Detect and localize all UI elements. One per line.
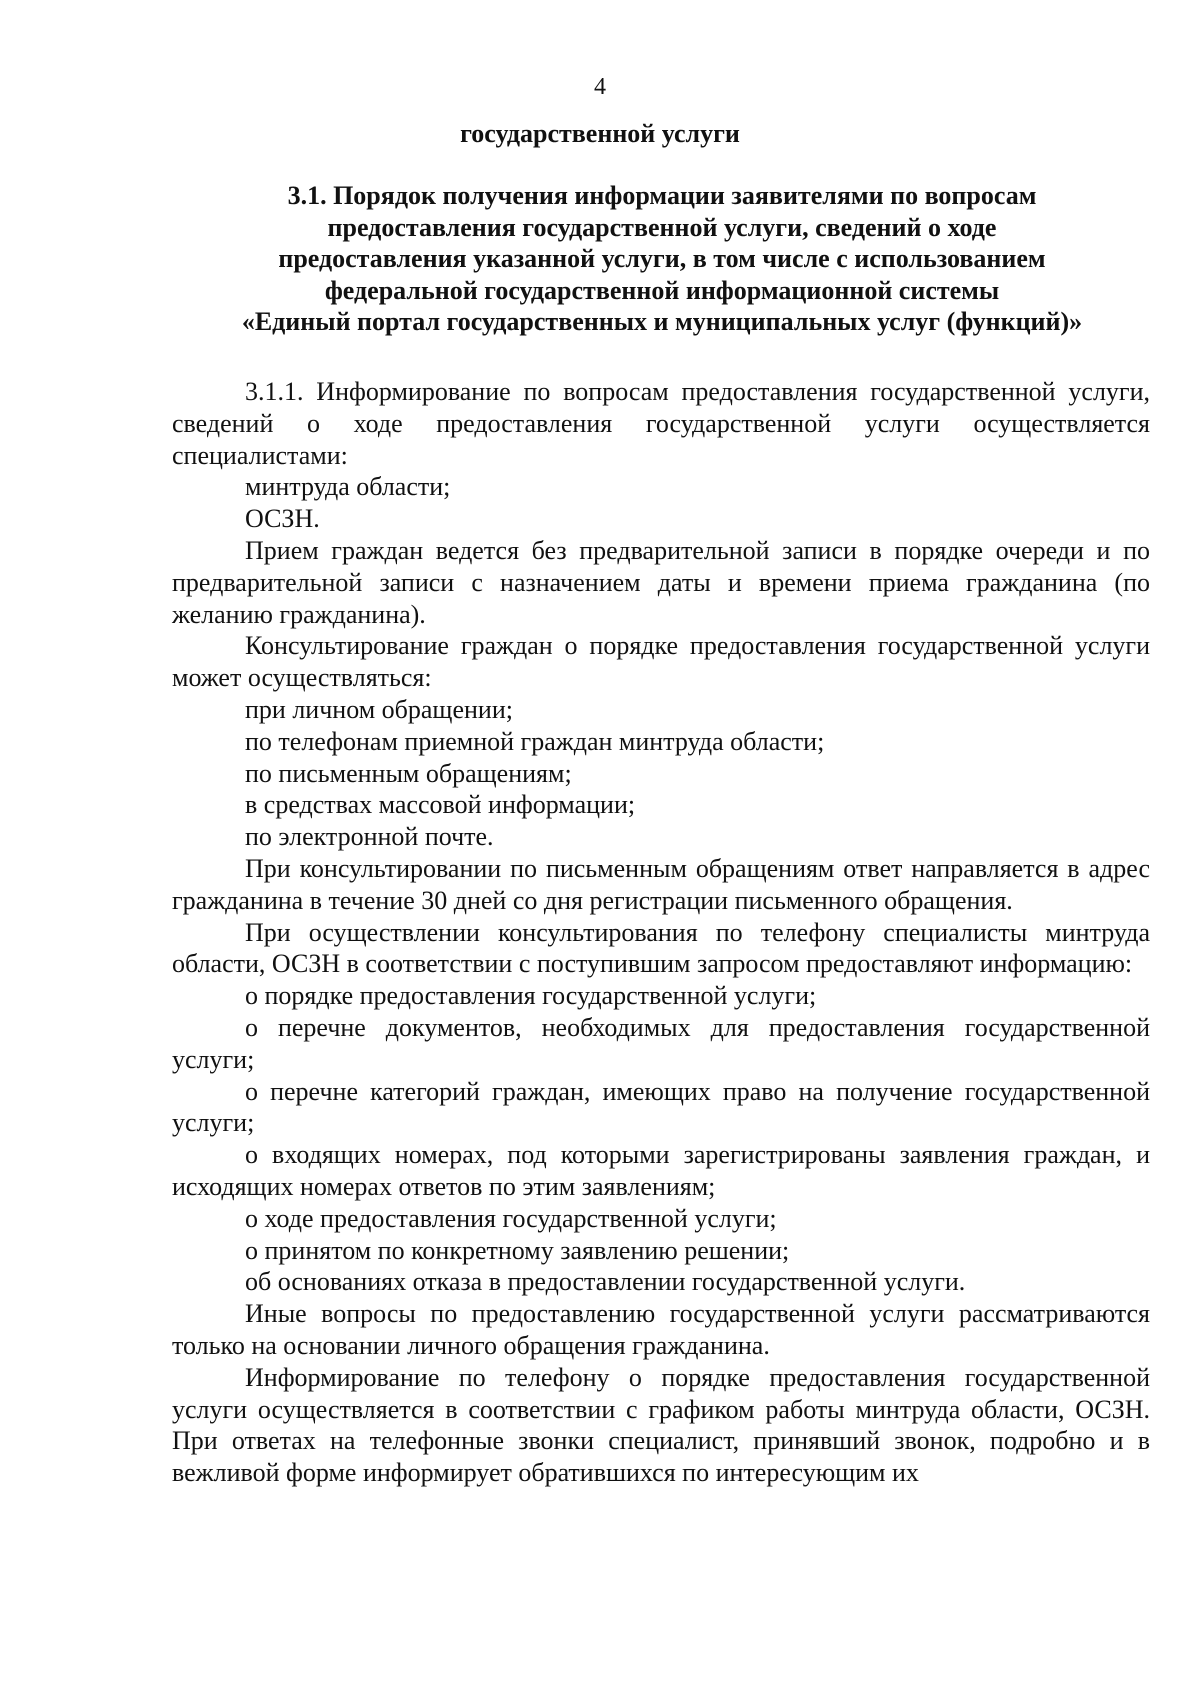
list-item: о порядке предоставления государственной услуги; — [245, 981, 817, 1011]
list-item: о перечне категорий граждан, имеющих право на получение государственной услуги; — [172, 1076, 1150, 1138]
section-heading-line: предоставления государственной услуги, сведений о ходе — [327, 212, 997, 242]
page-number: 4 — [594, 74, 606, 100]
list-item: об основаниях отказа в предоставлении государственной услуги. — [245, 1267, 966, 1297]
list-item: о входящих номерах, под которыми зарегистрированы заявления граждан, и исходящих номерах ответов по этим заявлениям; — [172, 1140, 1150, 1201]
list-item: ОСЗН. — [245, 504, 320, 534]
list-item: по письменным обращениям; — [245, 758, 572, 788]
paragraph: Информирование по телефону о порядке предоставления государственной услуги осуществляется в соответствии с графиком работы минтруда области, ОСЗН. При ответах на телефонные звонки специалист, принявший звонок, подробно и в вежливой форме информирует обратившихся по интересующим их — [172, 1362, 1150, 1488]
section-heading — [172, 180, 1152, 338]
paragraph: При осуществлении консультирования по телефону специалисты минтруда области, ОСЗН в соответствии с поступившим запросом предоставляют информацию: — [172, 917, 1150, 979]
list-item: о ходе предоставления государственной услуги; — [245, 1203, 777, 1233]
section-heading-line: федеральной государственной информационной системы — [324, 275, 1000, 305]
paragraph: При консультировании по письменным обращениям ответ направляется в адрес гражданина в течение 30 дней со дня регистрации письменного обращения. — [172, 853, 1150, 915]
body-text — [172, 376, 1150, 1489]
list-item: по телефонам приемной граждан минтруда области; — [245, 726, 825, 756]
list-item: по электронной почте. — [245, 822, 494, 852]
paragraph: Консультирование граждан о порядке предоставления государственной услуги может осуществляться: — [172, 631, 1150, 693]
paragraph: Иные вопросы по предоставлению государственной услуги рассматриваются только на основании личного обращения гражданина. — [172, 1299, 1150, 1360]
list-item: при личном обращении; — [245, 694, 513, 724]
paragraph: 3.1.1. Информирование по вопросам предоставления государственной услуги, сведений о ходе предоставления государственной услуги осуществляется специалистами: — [172, 377, 1150, 470]
paragraph: Прием граждан ведется без предварительной записи в порядке очереди и по предварительной записи с назначением даты и времени приема гражданина (по желанию гражданина). — [172, 535, 1150, 629]
list-item: о принятом по конкретному заявлению решении; — [245, 1235, 790, 1265]
section-heading-line: «Единый портал государственных и муниципальных услуг (функций)» — [241, 307, 1083, 336]
section-heading-line: предоставления указанной услуги, в том числе с использованием — [278, 244, 1046, 273]
title-continuation: государственной услуги — [460, 119, 740, 148]
list-item: о перечне документов, необходимых для предоставления государственной услуги; — [172, 1012, 1150, 1074]
section-heading-line: 3.1. Порядок получения информации заявителями по вопросам — [287, 181, 1037, 210]
list-item: в средствах массовой информации; — [245, 790, 636, 820]
list-item: минтруда области; — [245, 472, 451, 502]
